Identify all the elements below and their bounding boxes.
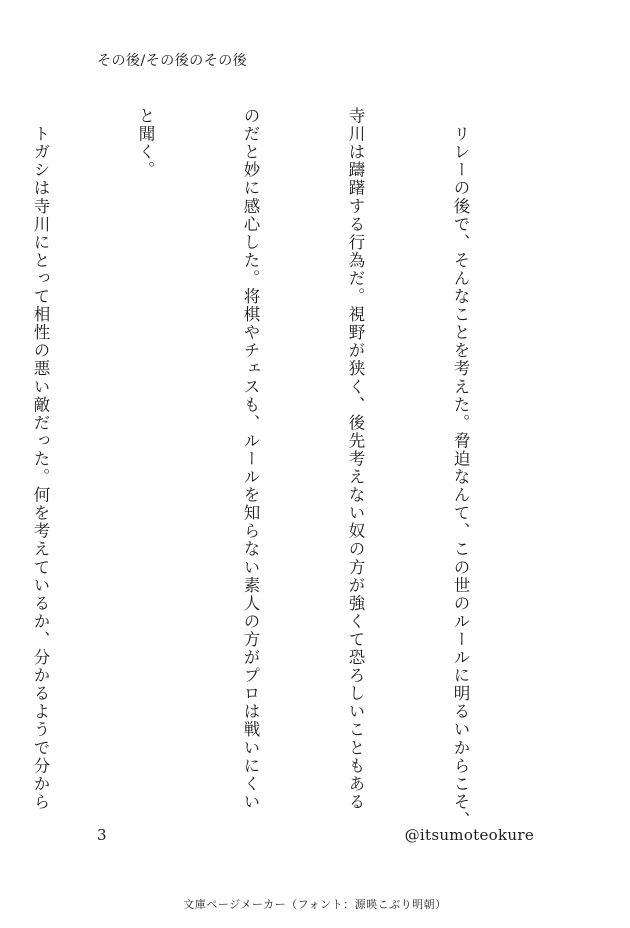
text-line: のだと妙に感心した。将棋やチェスも、ルールを知らない素人の方がプロは戦いにくい <box>241 107 260 811</box>
generator-credit: 文庫ページメーカー（フォント：源暎こぶり明朝） <box>183 898 447 911</box>
running-header: その後/その後のその後 <box>97 53 248 69</box>
text-line: リレーの後で、そんなことを考えた。脅迫なんて、この世のルールに明るいからこそ、 <box>451 107 470 829</box>
text-line: と聞く。 <box>136 107 155 180</box>
text-line: トガシは寺川にとって相性の悪い敵だった。何を考えているか、分かるようで分から <box>31 107 50 811</box>
text-line: 寺川は躊躇する行為だ。視野が狭く、後先考えない奴の方が強くて恐ろしいこともある <box>346 107 365 811</box>
vertical-body-text <box>31 107 548 829</box>
author-handle: @itsumoteokure <box>404 826 534 844</box>
page-number: 3 <box>97 826 107 844</box>
